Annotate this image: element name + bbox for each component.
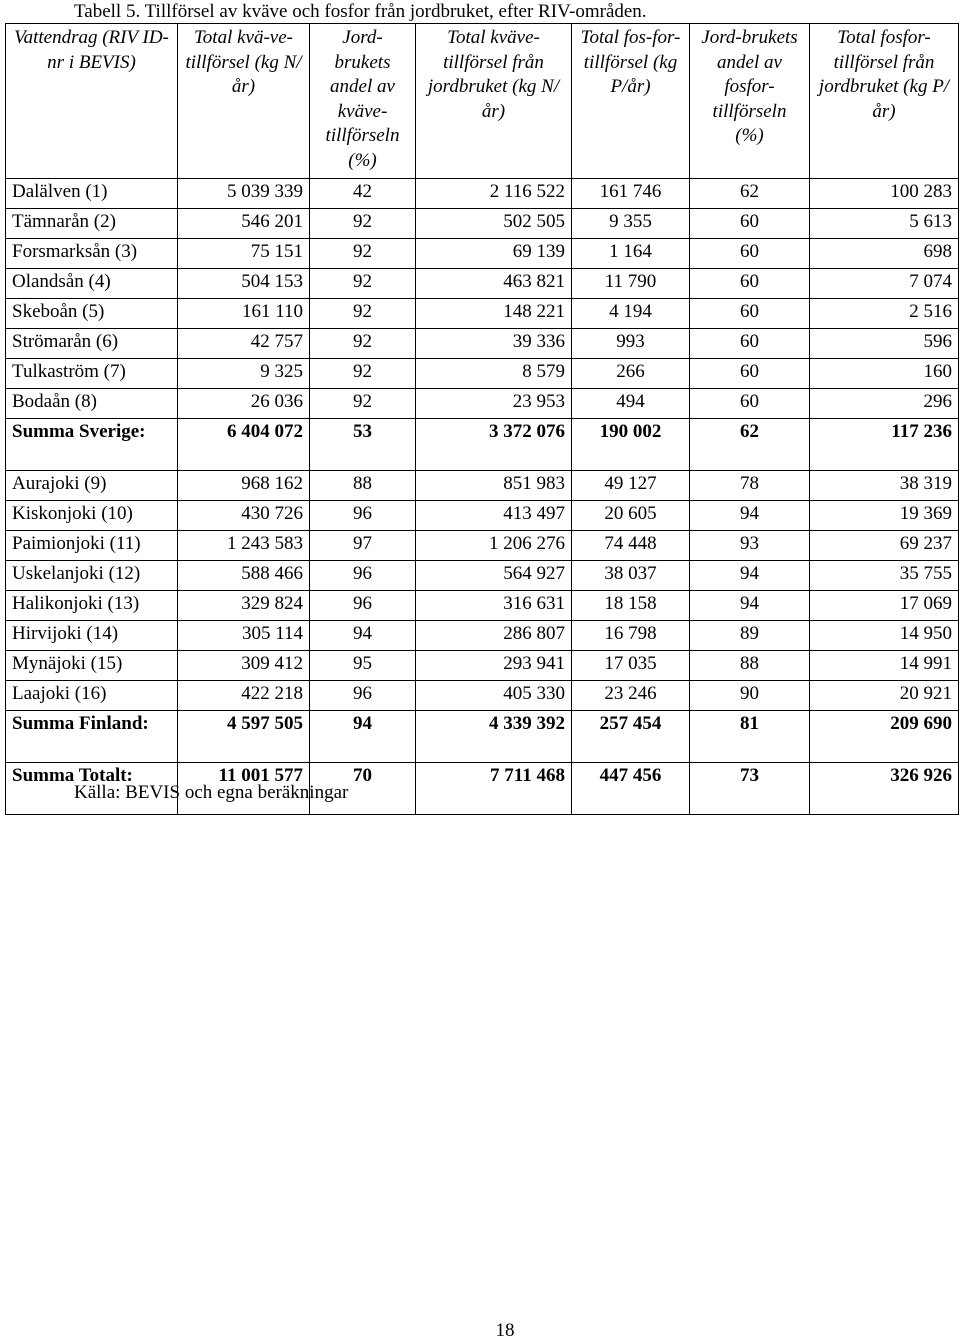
phosphorus-share-cell: 94 xyxy=(690,501,810,531)
phosphorus-total-cell: 190 002 xyxy=(572,419,690,471)
column-header: Jord-brukets andel av kväve-tillförseln (%) xyxy=(310,24,416,179)
row-name-cell: Skeboån (5) xyxy=(6,299,178,329)
phosphorus-share-cell: 93 xyxy=(690,531,810,561)
nitrogen-total-cell: 161 110 xyxy=(178,299,310,329)
table-header-row xyxy=(6,24,959,179)
column-header: Total kväve-tillförsel från jordbruket (kg N/år) xyxy=(416,24,572,179)
phosphorus-share-cell: 88 xyxy=(690,651,810,681)
column-header: Jord-brukets andel av fosfor-tillförseln (%) xyxy=(690,24,810,179)
nitrogen-share-cell: 42 xyxy=(310,179,416,209)
phosphorus-agriculture-cell: 69 237 xyxy=(810,531,959,561)
table-row xyxy=(6,239,959,269)
row-name-cell: Laajoki (16) xyxy=(6,681,178,711)
nitrogen-agriculture-cell: 2 116 522 xyxy=(416,179,572,209)
phosphorus-total-cell: 993 xyxy=(572,329,690,359)
phosphorus-agriculture-cell: 100 283 xyxy=(810,179,959,209)
phosphorus-total-cell: 18 158 xyxy=(572,591,690,621)
phosphorus-agriculture-cell: 326 926 xyxy=(810,763,959,815)
phosphorus-share-cell: 60 xyxy=(690,209,810,239)
phosphorus-total-cell: 266 xyxy=(572,359,690,389)
nitrogen-share-cell: 88 xyxy=(310,471,416,501)
table-row xyxy=(6,359,959,389)
phosphorus-share-cell: 81 xyxy=(690,711,810,763)
row-name-cell: Mynäjoki (15) xyxy=(6,651,178,681)
phosphorus-agriculture-cell: 2 516 xyxy=(810,299,959,329)
phosphorus-agriculture-cell: 5 613 xyxy=(810,209,959,239)
nitrogen-agriculture-cell: 293 941 xyxy=(416,651,572,681)
phosphorus-agriculture-cell: 296 xyxy=(810,389,959,419)
nitrogen-total-cell: 9 325 xyxy=(178,359,310,389)
phosphorus-total-cell: 11 790 xyxy=(572,269,690,299)
nitrogen-agriculture-cell: 405 330 xyxy=(416,681,572,711)
nitrogen-share-cell: 96 xyxy=(310,591,416,621)
row-name-cell: Tämnarån (2) xyxy=(6,209,178,239)
table-body xyxy=(6,179,959,815)
nitrogen-total-cell: 75 151 xyxy=(178,239,310,269)
phosphorus-total-cell: 161 746 xyxy=(572,179,690,209)
nitrogen-total-cell: 6 404 072 xyxy=(178,419,310,471)
phosphorus-share-cell: 78 xyxy=(690,471,810,501)
nitrogen-total-cell: 430 726 xyxy=(178,501,310,531)
phosphorus-total-cell: 494 xyxy=(572,389,690,419)
row-name-cell: Forsmarksån (3) xyxy=(6,239,178,269)
row-name-cell: Summa Totalt: xyxy=(6,763,178,815)
column-header: Total fos-for-tillförsel (kg P/år) xyxy=(572,24,690,179)
table-row xyxy=(6,269,959,299)
phosphorus-share-cell: 62 xyxy=(690,179,810,209)
summary-row xyxy=(6,419,959,471)
nitrogen-agriculture-cell: 564 927 xyxy=(416,561,572,591)
nitrogen-share-cell: 92 xyxy=(310,359,416,389)
table-row xyxy=(6,471,959,501)
nitrogen-share-cell: 96 xyxy=(310,501,416,531)
nitrogen-share-cell: 95 xyxy=(310,651,416,681)
phosphorus-total-cell: 9 355 xyxy=(572,209,690,239)
table-row xyxy=(6,681,959,711)
nutrient-table xyxy=(5,23,959,815)
row-name-cell: Kiskonjoki (10) xyxy=(6,501,178,531)
row-name-cell: Summa Sverige: xyxy=(6,419,178,471)
nitrogen-share-cell: 92 xyxy=(310,329,416,359)
nitrogen-agriculture-cell: 463 821 xyxy=(416,269,572,299)
nitrogen-share-cell: 96 xyxy=(310,681,416,711)
row-name-cell: Tulkaström (7) xyxy=(6,359,178,389)
summary-row xyxy=(6,711,959,763)
phosphorus-total-cell: 16 798 xyxy=(572,621,690,651)
row-name-cell: Strömarån (6) xyxy=(6,329,178,359)
phosphorus-agriculture-cell: 17 069 xyxy=(810,591,959,621)
nitrogen-total-cell: 546 201 xyxy=(178,209,310,239)
phosphorus-share-cell: 60 xyxy=(690,359,810,389)
phosphorus-share-cell: 60 xyxy=(690,269,810,299)
row-name-cell: Hirvijoki (14) xyxy=(6,621,178,651)
nitrogen-agriculture-cell: 8 579 xyxy=(416,359,572,389)
nitrogen-share-cell: 92 xyxy=(310,209,416,239)
table-row xyxy=(6,329,959,359)
nitrogen-agriculture-cell: 316 631 xyxy=(416,591,572,621)
nitrogen-agriculture-cell: 148 221 xyxy=(416,299,572,329)
nitrogen-total-cell: 588 466 xyxy=(178,561,310,591)
row-name-cell: Aurajoki (9) xyxy=(6,471,178,501)
phosphorus-share-cell: 89 xyxy=(690,621,810,651)
nitrogen-total-cell: 968 162 xyxy=(178,471,310,501)
table-caption: Tabell 5. Tillförsel av kväve och fosfor från jordbruket, efter RIV-områden. xyxy=(74,1,647,22)
nitrogen-agriculture-cell: 413 497 xyxy=(416,501,572,531)
table-row xyxy=(6,531,959,561)
phosphorus-total-cell: 20 605 xyxy=(572,501,690,531)
phosphorus-total-cell: 1 164 xyxy=(572,239,690,269)
phosphorus-share-cell: 90 xyxy=(690,681,810,711)
table-row xyxy=(6,209,959,239)
table-row xyxy=(6,179,959,209)
phosphorus-total-cell: 23 246 xyxy=(572,681,690,711)
nitrogen-total-cell: 26 036 xyxy=(178,389,310,419)
phosphorus-agriculture-cell: 14 950 xyxy=(810,621,959,651)
phosphorus-agriculture-cell: 19 369 xyxy=(810,501,959,531)
table-row xyxy=(6,651,959,681)
phosphorus-agriculture-cell: 209 690 xyxy=(810,711,959,763)
nitrogen-share-cell: 92 xyxy=(310,239,416,269)
nitrogen-total-cell: 4 597 505 xyxy=(178,711,310,763)
row-name-cell: Olandsån (4) xyxy=(6,269,178,299)
phosphorus-agriculture-cell: 160 xyxy=(810,359,959,389)
nitrogen-share-cell: 97 xyxy=(310,531,416,561)
column-header: Vattendrag (RIV ID-nr i BEVIS) xyxy=(6,24,178,179)
phosphorus-total-cell: 4 194 xyxy=(572,299,690,329)
phosphorus-total-cell: 257 454 xyxy=(572,711,690,763)
column-header: Total kvä-ve-tillförsel (kg N/år) xyxy=(178,24,310,179)
nitrogen-total-cell: 422 218 xyxy=(178,681,310,711)
nitrogen-agriculture-cell: 69 139 xyxy=(416,239,572,269)
nitrogen-agriculture-cell: 7 711 468 xyxy=(416,763,572,815)
phosphorus-total-cell: 447 456 xyxy=(572,763,690,815)
phosphorus-share-cell: 60 xyxy=(690,299,810,329)
nitrogen-agriculture-cell: 1 206 276 xyxy=(416,531,572,561)
phosphorus-agriculture-cell: 698 xyxy=(810,239,959,269)
phosphorus-share-cell: 94 xyxy=(690,591,810,621)
row-name-cell: Dalälven (1) xyxy=(6,179,178,209)
nitrogen-total-cell: 1 243 583 xyxy=(178,531,310,561)
row-name-cell: Bodaån (8) xyxy=(6,389,178,419)
phosphorus-total-cell: 49 127 xyxy=(572,471,690,501)
nitrogen-agriculture-cell: 286 807 xyxy=(416,621,572,651)
nitrogen-share-cell: 96 xyxy=(310,561,416,591)
phosphorus-agriculture-cell: 117 236 xyxy=(810,419,959,471)
phosphorus-share-cell: 60 xyxy=(690,389,810,419)
page-number: 18 xyxy=(495,1320,515,1341)
nitrogen-total-cell: 42 757 xyxy=(178,329,310,359)
nitrogen-share-cell: 70 xyxy=(310,763,416,815)
nitrogen-agriculture-cell: 851 983 xyxy=(416,471,572,501)
phosphorus-share-cell: 73 xyxy=(690,763,810,815)
nitrogen-share-cell: 92 xyxy=(310,389,416,419)
phosphorus-share-cell: 94 xyxy=(690,561,810,591)
nitrogen-share-cell: 94 xyxy=(310,621,416,651)
phosphorus-agriculture-cell: 596 xyxy=(810,329,959,359)
nitrogen-share-cell: 94 xyxy=(310,711,416,763)
row-name-cell: Halikonjoki (13) xyxy=(6,591,178,621)
row-name-cell: Paimionjoki (11) xyxy=(6,531,178,561)
table-row xyxy=(6,621,959,651)
nitrogen-agriculture-cell: 39 336 xyxy=(416,329,572,359)
nitrogen-agriculture-cell: 502 505 xyxy=(416,209,572,239)
nitrogen-total-cell: 309 412 xyxy=(178,651,310,681)
phosphorus-agriculture-cell: 20 921 xyxy=(810,681,959,711)
phosphorus-total-cell: 74 448 xyxy=(572,531,690,561)
source-note: Källa: BEVIS och egna beräkningar xyxy=(74,782,349,803)
nitrogen-agriculture-cell: 4 339 392 xyxy=(416,711,572,763)
nitrogen-share-cell: 92 xyxy=(310,299,416,329)
table-row xyxy=(6,591,959,621)
phosphorus-agriculture-cell: 7 074 xyxy=(810,269,959,299)
nitrogen-total-cell: 305 114 xyxy=(178,621,310,651)
phosphorus-share-cell: 60 xyxy=(690,239,810,269)
nitrogen-share-cell: 92 xyxy=(310,269,416,299)
column-header: Total fosfor-tillförsel från jordbruket (kg P/år) xyxy=(810,24,959,179)
table-row xyxy=(6,299,959,329)
table-row xyxy=(6,389,959,419)
phosphorus-agriculture-cell: 35 755 xyxy=(810,561,959,591)
table-row xyxy=(6,501,959,531)
row-name-cell: Uskelanjoki (12) xyxy=(6,561,178,591)
phosphorus-agriculture-cell: 14 991 xyxy=(810,651,959,681)
nitrogen-agriculture-cell: 3 372 076 xyxy=(416,419,572,471)
row-name-cell: Summa Finland: xyxy=(6,711,178,763)
phosphorus-agriculture-cell: 38 319 xyxy=(810,471,959,501)
nitrogen-agriculture-cell: 23 953 xyxy=(416,389,572,419)
phosphorus-total-cell: 38 037 xyxy=(572,561,690,591)
nitrogen-total-cell: 504 153 xyxy=(178,269,310,299)
phosphorus-total-cell: 17 035 xyxy=(572,651,690,681)
nitrogen-total-cell: 11 001 577 xyxy=(178,763,310,815)
phosphorus-share-cell: 60 xyxy=(690,329,810,359)
phosphorus-share-cell: 62 xyxy=(690,419,810,471)
nitrogen-total-cell: 5 039 339 xyxy=(178,179,310,209)
nitrogen-share-cell: 53 xyxy=(310,419,416,471)
nitrogen-total-cell: 329 824 xyxy=(178,591,310,621)
table-row xyxy=(6,561,959,591)
